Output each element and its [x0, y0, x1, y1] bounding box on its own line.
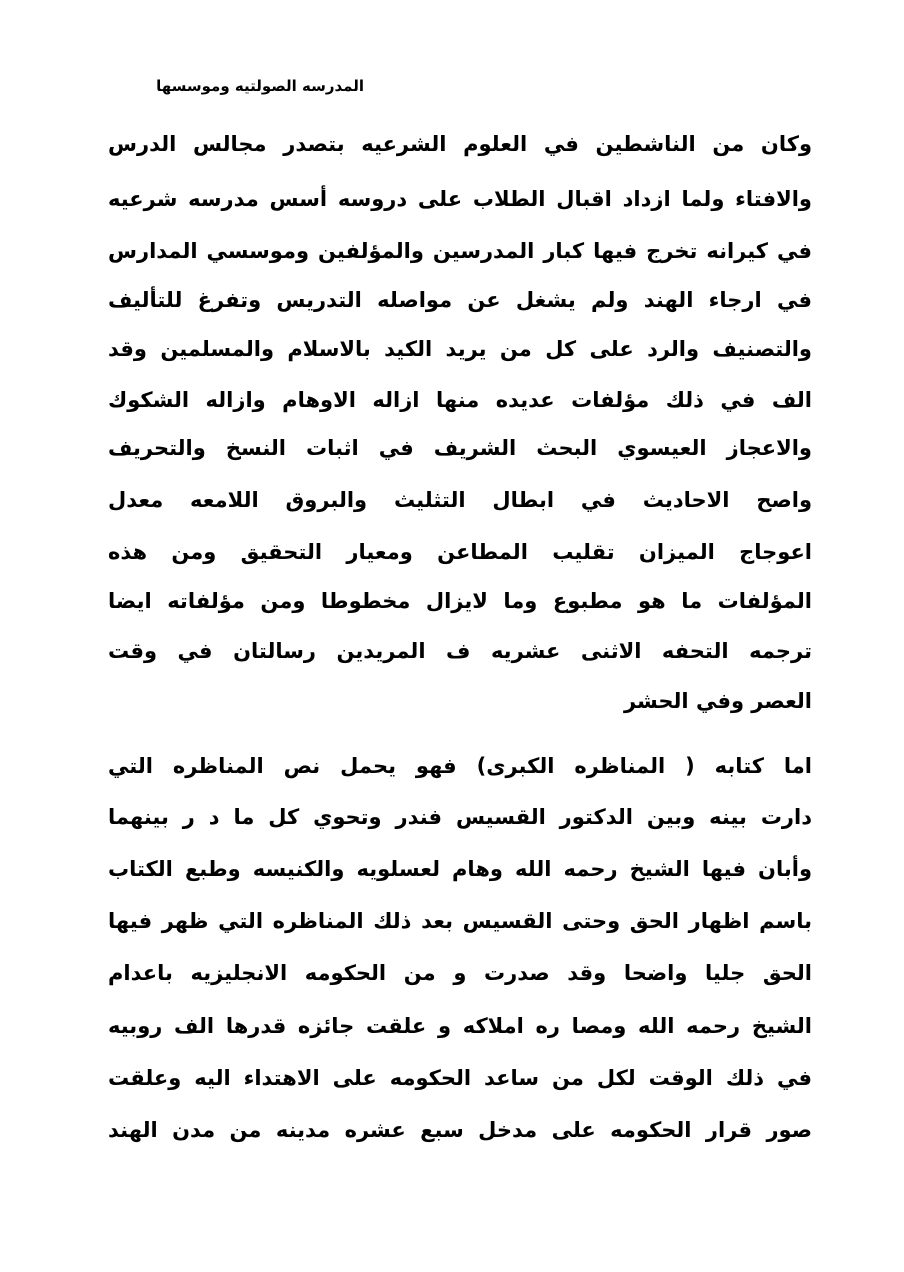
- paragraph-line: والتصنيف والرد على كل من يريد الكيد بالاسلام والمسلمين وقد: [108, 337, 812, 361]
- paragraph-line: باسم اظهار الحق وحتى القسيس بعد ذلك المناظره التي ظهر فيها: [108, 909, 812, 933]
- paragraph-line: وأبان فيها الشيخ رحمه الله وهام لعسلويه والكنيسه وطبع الكتاب: [108, 857, 812, 881]
- paragraph-line: واصح الاحاديث في ابطال التثليث والبروق اللامعه معدل: [108, 488, 812, 512]
- paragraph-line: الحق جليا واضحا وقد صدرت و من الحكومه الانجليزيه باعدام: [108, 961, 812, 985]
- paragraph-line: في كيرانه تخرج فيها كبار المدرسين والمؤلفين وموسسي المدارس: [108, 239, 812, 263]
- paragraph-line: العصر وفي الحشر: [623, 689, 812, 713]
- paragraph-line: والافتاء ولما ازداد اقبال الطلاب على دروسه أسس مدرسه شرعيه: [108, 187, 812, 211]
- paragraph-line: اما كتابه ( المناظره الكبرى) فهو يحمل نص المناظره التي: [108, 754, 812, 778]
- paragraph-line: دارت بينه وبين الدكتور القسيس فندر وتحوي كل ما د ر بينهما: [108, 805, 812, 829]
- paragraph-line: صور قرار الحكومه على مدخل سبع عشره مدينه من مدن الهند: [108, 1118, 812, 1142]
- paragraph-line: في ذلك الوقت لكل من ساعد الحكومه على الاهتداء اليه وعلقت: [108, 1066, 812, 1090]
- page-heading: المدرسه الصولتيه وموسسها: [156, 77, 364, 95]
- paragraph-line: والاعجاز العيسوي البحث الشريف في اثبات النسخ والتحريف: [108, 436, 812, 460]
- paragraph-line: وكان من الناشطين في العلوم الشرعيه بتصدر مجالس الدرس: [108, 132, 812, 156]
- paragraph-line: المؤلفات ما هو مطبوع وما لايزال مخطوطا ومن مؤلفاته ايضا: [108, 589, 812, 613]
- paragraph-line: الشيخ رحمه الله ومصا ره املاكه و علقت جائزه قدرها الف روبيه: [108, 1014, 812, 1038]
- paragraph-line: في ارجاء الهند ولم يشغل عن مواصله التدريس وتفرغ للتأليف: [108, 288, 812, 312]
- paragraph-line: ترجمه التحفه الاثنى عشريه ف المريدين رسالتان في وقت: [108, 639, 812, 663]
- paragraph-line: الف في ذلك مؤلفات عديده منها ازاله الاوهام وازاله الشكوك: [108, 388, 812, 412]
- paragraph-line: اعوجاج الميزان تقليب المطاعن ومعيار التحقيق ومن هذه: [108, 540, 812, 564]
